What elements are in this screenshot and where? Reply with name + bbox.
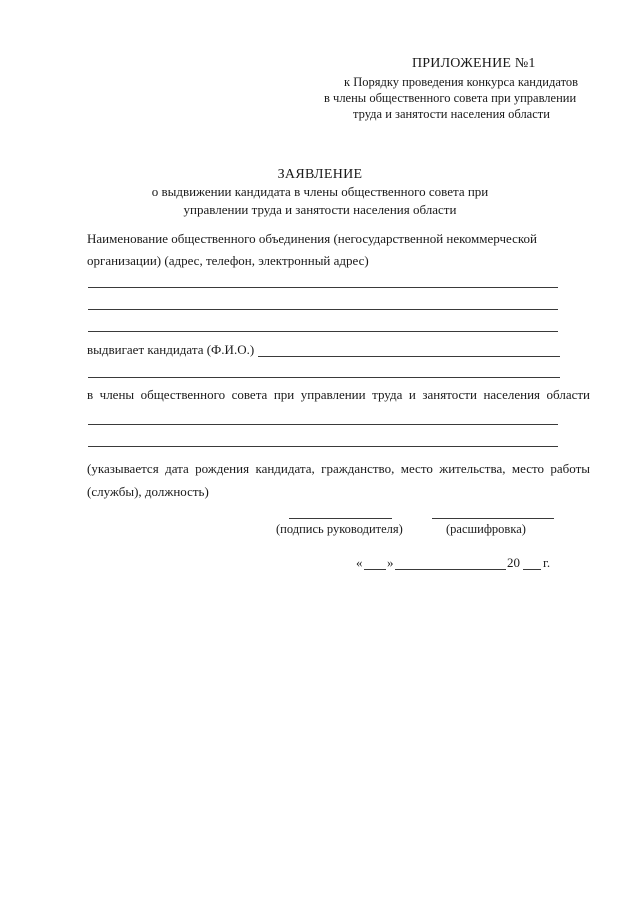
org-name-blank-line-2[interactable] <box>88 309 558 310</box>
candidate-info-label-line-2: (службы), должность) <box>87 484 209 499</box>
document-title: ЗАЯВЛЕНИЕ <box>277 167 363 182</box>
date-open-quote: « <box>356 555 363 570</box>
decoding-field[interactable] <box>432 518 554 519</box>
org-name-blank-line-3[interactable] <box>88 331 558 332</box>
org-name-blank-line-1[interactable] <box>88 287 558 288</box>
signature-field[interactable] <box>289 518 392 519</box>
candidate-info-blank-line-1[interactable] <box>88 424 558 425</box>
date-month-field[interactable] <box>395 569 506 570</box>
council-text-content: в члены общественного совета при управлении труда и занятости населения области <box>87 387 590 402</box>
decoding-label: (расшифровка) <box>446 522 526 536</box>
candidate-info-blank-line-2[interactable] <box>88 446 558 447</box>
signature-label: (подпись руководителя) <box>276 522 403 536</box>
org-name-label-line-2: организации) (адрес, телефон, электронный адрес) <box>87 253 369 268</box>
appendix-reference-line-1: к Порядку проведения конкурса кандидатов <box>344 75 579 89</box>
date-year-prefix: 20 <box>507 555 520 570</box>
date-year-field[interactable] <box>523 569 541 570</box>
candidate-name-blank-line[interactable] <box>88 377 560 378</box>
candidate-name-field[interactable] <box>258 356 560 357</box>
date-day-field[interactable] <box>364 569 386 570</box>
candidate-info-label-line-1: (указывается дата рождения кандидата, гражданство, место жительства, место работы <box>87 461 590 476</box>
org-name-label-line-1: Наименование общественного объединения (негосударственной некоммерческой <box>87 231 537 246</box>
appendix-title: ПРИЛОЖЕНИЕ №1 <box>412 56 536 71</box>
appendix-reference-line-2: в члены общественного совета при управлении <box>324 91 577 105</box>
date-close-quote: » <box>387 555 394 570</box>
document-subtitle-line-2: управлении труда и занятости населения области <box>183 202 457 217</box>
council-membership-text <box>87 387 590 403</box>
document-subtitle-line-1: о выдвижении кандидата в члены общественного совета при <box>151 184 489 199</box>
appendix-reference-line-3: труда и занятости населения области <box>353 107 550 121</box>
nominates-candidate-label: выдвигает кандидата (Ф.И.О.) <box>87 342 255 357</box>
date-year-suffix: г. <box>543 555 551 570</box>
